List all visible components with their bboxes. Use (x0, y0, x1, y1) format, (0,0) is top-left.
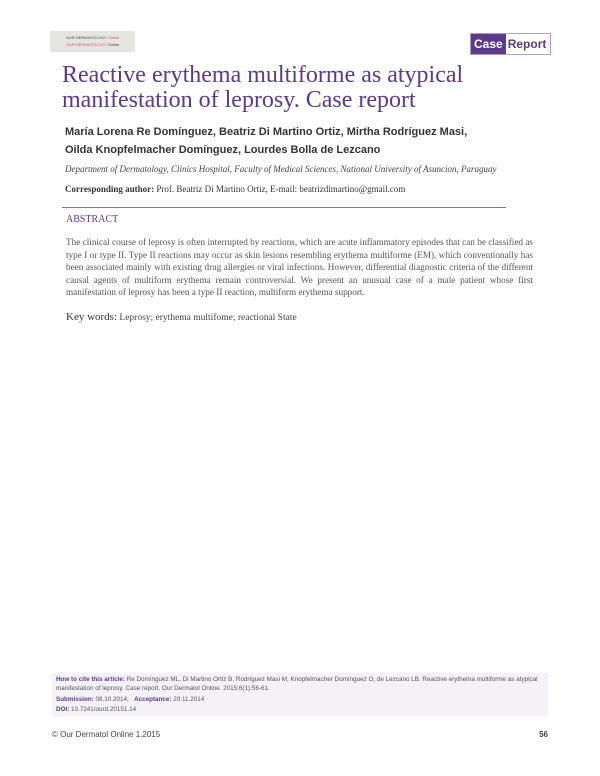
keywords (66, 311, 297, 323)
logo-text: OUR DERMATOLOGY (65, 35, 107, 40)
authors-line: Oilda Knopfelmacher Domínguez, Lourdes Bolla de Lezcano (65, 144, 381, 156)
corresponding-author (65, 184, 405, 194)
abstract-heading: ABSTRACT (66, 214, 119, 225)
cite-text: Re Domínguez ML, Di Martino Ortiz B, Rodríguez Masi M, Knopfelmacher Domínguez O, de Lezcano LB. Reactive erythema multiforme as atypical manifestation of leprosy. Case report. Our Dermatol Online. 2015;6(1):56-61. (56, 676, 538, 692)
article-title: Reactive erythema multiforme as atypical manifestation of leprosy. Case report (62, 62, 464, 113)
corresponding-label: Corresponding author: (65, 184, 155, 194)
logo-text: Online (107, 35, 120, 40)
logo-text: OUR DERMATOLOGY (65, 42, 107, 47)
logo-text: Online (107, 42, 120, 47)
doi-link[interactable]: 10.7241/ourd.20151.14 (71, 706, 137, 713)
article-type-badge (470, 33, 551, 55)
acceptance-date: 20.11.2014 (173, 696, 205, 703)
submission-date: 08.10.2014; (95, 696, 129, 703)
page-number: 56 (539, 730, 548, 739)
authors-line: María Lorena Re Domínguez, Beatriz Di Martino Ortiz, Mirtha Rodríguez Masi, (65, 126, 468, 138)
corresponding-text: Prof. Beatriz Di Martino Ortiz, E-mail: beatrizdimartino@gmail.com (156, 184, 406, 194)
divider (62, 207, 506, 208)
cite-label: How to cite this article: (56, 676, 125, 683)
acceptance-label: Acceptance: (134, 696, 172, 703)
badge-case: Case (471, 34, 506, 54)
citation-box (52, 673, 548, 717)
journal-logo (50, 31, 135, 52)
authors (65, 123, 545, 159)
doi-label: DOI: (56, 706, 70, 713)
footer-copyright: © Our Dermatol Online 1.2015 (52, 730, 161, 739)
abstract-text: The clinical course of leprosy is often interrupted by reactions, which are acute inflammatory episodes that can be classified as type I or type II. Type II reactions may occur as skin lesions resembling erythema multiforme (EM), which conventionally has been associated mainly with existing drug allergies or viral infections. However, differential diagnostic criteria of the different causal agents of multiform erythema remain controversial. We present an unusual case of a male patient whose first manifestation of leprosy has been a type II reaction, multiform erythema support. (66, 237, 533, 297)
affiliation: Department of Dermatology, Clinics Hospital, Faculty of Medical Sciences, National University of Asuncion, Paraguay (65, 164, 497, 174)
keywords-text: Leprosy; erythema multifome; reactional State (119, 313, 297, 323)
badge-report: Report (507, 37, 547, 51)
submission-label: Submission: (56, 696, 94, 703)
keywords-label: Key words: (66, 311, 118, 323)
